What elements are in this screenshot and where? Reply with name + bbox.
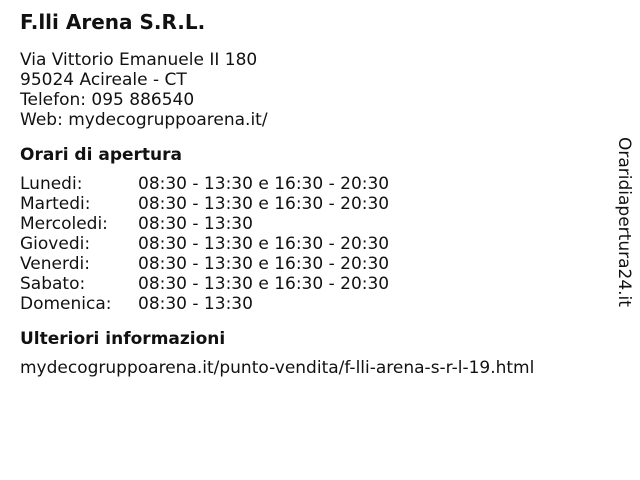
- day-label: Martedi:: [20, 194, 91, 214]
- side-watermark: [612, 136, 636, 308]
- business-name: F.lli Arena S.R.L.: [20, 10, 206, 34]
- day-label: Venerdi:: [20, 254, 90, 274]
- side-watermark-text: Oraridiapertura24.it: [614, 137, 634, 307]
- time-value: 08:30 - 13:30: [138, 214, 253, 234]
- day-label: Lunedi:: [20, 174, 83, 194]
- hours-row-wednesday: [20, 214, 600, 234]
- address-line-2: 95024 Acireale - CT: [20, 70, 187, 90]
- time-value: 08:30 - 13:30 e 16:30 - 20:30: [138, 194, 390, 214]
- website: Web: mydecogruppoarena.it/: [20, 110, 268, 130]
- time-value: 08:30 - 13:30 e 16:30 - 20:30: [138, 254, 390, 274]
- day-label: Mercoledi:: [20, 214, 108, 234]
- phone-number: Telefon: 095 886540: [20, 90, 195, 110]
- hours-row-friday: [20, 254, 600, 274]
- day-label: Domenica:: [20, 294, 112, 314]
- time-value: 08:30 - 13:30 e 16:30 - 20:30: [138, 174, 390, 194]
- hours-row-monday: [20, 174, 600, 194]
- day-label: Giovedi:: [20, 234, 91, 254]
- time-value: 08:30 - 13:30 e 16:30 - 20:30: [138, 274, 390, 294]
- info-heading: Ulteriori informazioni: [20, 329, 226, 349]
- time-value: 08:30 - 13:30 e 16:30 - 20:30: [138, 234, 390, 254]
- hours-row-thursday: [20, 234, 600, 254]
- hours-heading: Orari di apertura: [20, 145, 182, 165]
- hours-row-saturday: [20, 274, 600, 294]
- business-card: [20, 8, 600, 378]
- time-value: 08:30 - 13:30: [138, 294, 253, 314]
- day-label: Sabato:: [20, 274, 86, 294]
- hours-row-tuesday: [20, 194, 600, 214]
- info-url: mydecogruppoarena.it/punto-vendita/f-lli-arena-s-r-l-19.html: [20, 358, 535, 378]
- address-line-1: Via Vittorio Emanuele II 180: [20, 50, 258, 70]
- hours-table: [20, 174, 600, 314]
- hours-row-sunday: [20, 294, 600, 314]
